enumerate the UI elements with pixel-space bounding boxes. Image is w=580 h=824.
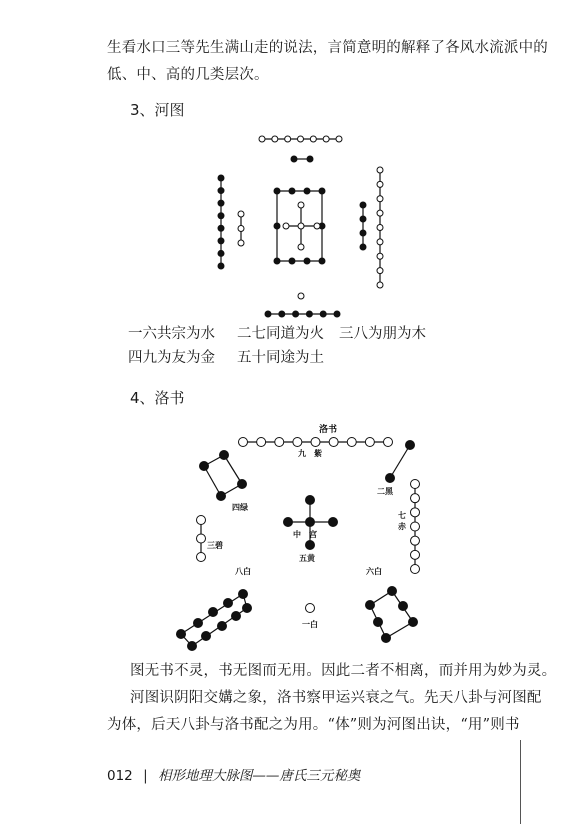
luoshu-nine-dot bbox=[239, 438, 248, 447]
luoshu-four-dot bbox=[217, 492, 226, 501]
luoshu-nine-dot bbox=[257, 438, 266, 447]
label-nine-purple: 九 紫 bbox=[298, 449, 322, 458]
bottom-text-line2: 河图识阴阳交媾之象，洛书察甲运兴衰之气。先天八卦与河图配 bbox=[130, 690, 542, 706]
label-five-yellow: 五黄 bbox=[299, 554, 315, 563]
luoshu-nine-dot bbox=[311, 438, 320, 447]
luoshu-six-dot bbox=[366, 601, 375, 610]
luoshu-four-dot bbox=[200, 462, 209, 471]
luoshu-nine-dot bbox=[293, 438, 302, 447]
label-seven-red: 七赤 bbox=[398, 511, 406, 531]
luoshu-six-dot bbox=[382, 634, 391, 643]
luoshu-seven-dot bbox=[411, 508, 420, 517]
luoshu-nine-dot bbox=[384, 438, 393, 447]
luoshu-one-dot bbox=[306, 604, 315, 613]
luoshu-two-line bbox=[390, 445, 410, 478]
luoshu-title: 洛书 bbox=[319, 425, 338, 435]
luoshu-eight-dot bbox=[188, 642, 197, 651]
book-title: 相形地理大脉图——唐氏三元秘奥 bbox=[157, 768, 361, 784]
luoshu-seven-dot bbox=[411, 522, 420, 531]
luoshu-eight-dot bbox=[239, 590, 248, 599]
luoshu-three-dot bbox=[197, 553, 206, 562]
luoshu-four-line bbox=[204, 466, 221, 496]
luoshu-nine-dot bbox=[275, 438, 284, 447]
luoshu-seven-dot bbox=[411, 480, 420, 489]
margin-rule bbox=[520, 740, 521, 824]
luoshu-seven-dot bbox=[411, 536, 420, 545]
luoshu-seven-dot bbox=[411, 494, 420, 503]
luoshu-four-dot bbox=[220, 451, 229, 460]
footer-separator: | bbox=[143, 768, 148, 784]
luoshu-four-line bbox=[224, 455, 242, 484]
luoshu-eight-dot bbox=[202, 632, 211, 641]
hetu-pair-fire: 二七同道为火 bbox=[237, 326, 324, 342]
luoshu-eight-dot bbox=[243, 604, 252, 613]
bottom-text-line1: 图无书不灵，书无图而无用。因此二者不相离，而并用为妙为灵。 bbox=[130, 663, 557, 679]
luoshu-nine-dot bbox=[329, 438, 338, 447]
hetu-pair-metal: 四九为友为金 bbox=[128, 350, 215, 366]
luoshu-five-dot bbox=[306, 518, 315, 527]
luoshu-eight-dot bbox=[209, 608, 218, 617]
luoshu-six-dot bbox=[399, 602, 408, 611]
luoshu-eight-dot bbox=[194, 619, 203, 628]
section4-title: 4、洛书 bbox=[130, 389, 185, 407]
bottom-text-line3: 为体，后天八卦与洛书配之为用。“体”则为河图出诀，“用”则书 bbox=[107, 717, 520, 733]
luoshu-five-dot bbox=[284, 518, 293, 527]
page-footer bbox=[107, 764, 360, 784]
luoshu-four-dot bbox=[238, 480, 247, 489]
label-four-green: 四绿 bbox=[232, 503, 248, 512]
hetu-pair-wood: 三八为朋为木 bbox=[339, 326, 426, 342]
label-six-white: 六白 bbox=[366, 567, 382, 576]
luoshu-three-dot bbox=[197, 534, 206, 543]
luoshu-six-dot bbox=[388, 587, 397, 596]
luoshu-nine-dot bbox=[365, 438, 374, 447]
luoshu-six-dot bbox=[409, 618, 418, 627]
luoshu-eight-dot bbox=[218, 622, 227, 631]
top-text-line1: 生看水口三等先生满山走的说法，言简意明的解释了各风水流派中的 bbox=[107, 40, 548, 56]
hetu-pair-earth: 五十同途为土 bbox=[237, 350, 324, 366]
luoshu-five-dot bbox=[306, 541, 315, 550]
page-number: 012 bbox=[107, 768, 133, 784]
luoshu-two-dot bbox=[406, 441, 415, 450]
luoshu-six-dot bbox=[374, 618, 383, 627]
luoshu-three-dot bbox=[197, 516, 206, 525]
top-text-line2: 低、中、高的几类层次。 bbox=[107, 67, 269, 83]
label-eight-white: 八白 bbox=[235, 567, 251, 576]
luoshu-five-dot bbox=[329, 518, 338, 527]
luoshu-seven-dot bbox=[411, 550, 420, 559]
luoshu-seven-dot bbox=[411, 565, 420, 574]
luoshu-nine-dot bbox=[347, 438, 356, 447]
label-one-white: 一白 bbox=[302, 620, 318, 629]
luoshu-eight-dot bbox=[232, 612, 241, 621]
luoshu-eight-dot bbox=[177, 630, 186, 639]
luoshu-eight-dot bbox=[224, 599, 233, 608]
hetu-pair-water: 一六共宗为水 bbox=[128, 326, 215, 342]
section3-title: 3、河图 bbox=[130, 101, 185, 119]
label-center-palace: 中 宫 bbox=[293, 530, 317, 539]
label-two-black: 二黑 bbox=[377, 487, 393, 496]
luoshu-five-dot bbox=[306, 496, 315, 505]
luoshu-two-dot bbox=[386, 474, 395, 483]
label-three-jade: 三碧 bbox=[207, 541, 223, 550]
